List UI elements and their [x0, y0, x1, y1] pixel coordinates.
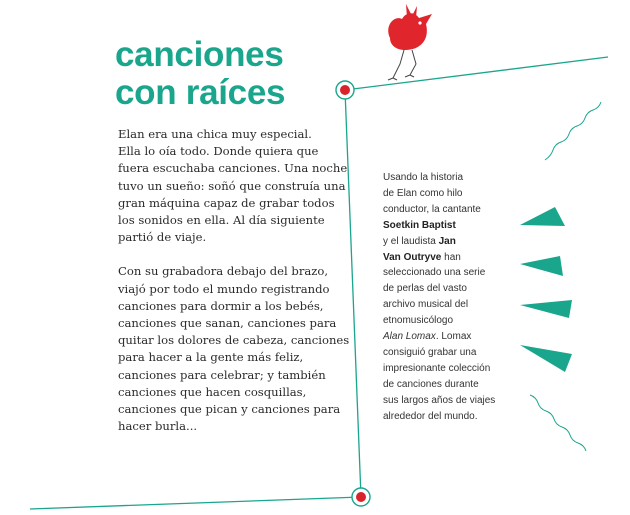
title-line-1: canciones [115, 35, 284, 74]
side-line: de Elan como hilo [383, 187, 463, 199]
side-line: de perlas del vasto [383, 283, 467, 295]
side-line: sus largos años de viajes [383, 394, 496, 406]
frame-line-bottom [30, 497, 361, 509]
side-line: etnomusicólogo [383, 315, 454, 327]
text-line: quitar los dolores de cabeza, canciones [118, 333, 350, 348]
side-line: conductor, la cantante [383, 203, 481, 215]
title-line-2: con raíces [115, 73, 286, 112]
text-line: Con su grabadora debajo del brazo, [118, 264, 329, 279]
text-line: Elan era una chica muy especial. [118, 127, 312, 141]
text-line: canciones para dormir a los bebés, [118, 298, 324, 313]
side-line: seleccionado una serie [383, 267, 486, 279]
frame-line-top [345, 57, 608, 90]
side-line [383, 329, 543, 345]
text-line: tuvo un sueño: soñó que construía una [118, 178, 346, 193]
ethnomusicologist-name: Alan Lomax [383, 331, 436, 343]
text-line: Ella lo oía todo. Donde quiera que [118, 144, 319, 159]
side-line [383, 234, 543, 250]
bird-icon [388, 4, 432, 80]
side-fragment: y el laudista [383, 235, 439, 247]
text-line: fuera escuchaba canciones. Una noche [118, 161, 348, 176]
side-line [383, 250, 543, 266]
text-line: canciones que pican y canciones para [118, 402, 341, 417]
text-line: para hacer a la gente más feliz, [118, 350, 304, 365]
side-line: consiguió grabar una [383, 346, 477, 358]
side-line: Usando la historia [383, 172, 464, 183]
text-line: hacer burla... [118, 419, 198, 434]
side-fragment: han [441, 251, 461, 263]
side-fragment: . Lomax [435, 331, 472, 343]
page-title [115, 36, 285, 112]
side-line: de canciones durante [383, 378, 479, 390]
singer-name: Soetkin Baptist [383, 219, 456, 231]
sidebar-description [383, 170, 543, 425]
text-line: viajó por todo el mundo registrando [118, 281, 330, 296]
text-line: los sonidos en ella. Al día siguiente [118, 213, 325, 228]
pin-dot-top [336, 81, 354, 99]
side-line: archivo musical del [383, 299, 469, 311]
text-line: gran máquina capaz de grabar todos [118, 195, 335, 210]
text-line: canciones para celebrar; y también [118, 367, 326, 382]
story-paragraph-2 [118, 263, 350, 435]
lutenist-surname: Van Outryve [383, 251, 442, 263]
pin-dot-bottom [352, 488, 370, 506]
lutenist-first-name: Jan [438, 235, 456, 247]
text-line: partió de viaje. [118, 230, 207, 245]
side-line: alrededor del mundo. [383, 410, 478, 422]
text-line: canciones que sanan, canciones para [118, 316, 337, 331]
side-line: impresionante colección [383, 362, 491, 374]
story-paragraph-1 [118, 126, 350, 246]
squiggle-top [545, 102, 601, 160]
story-text [118, 126, 350, 435]
text-line: canciones que hacen cosquillas, [118, 384, 307, 399]
side-line [383, 218, 543, 234]
